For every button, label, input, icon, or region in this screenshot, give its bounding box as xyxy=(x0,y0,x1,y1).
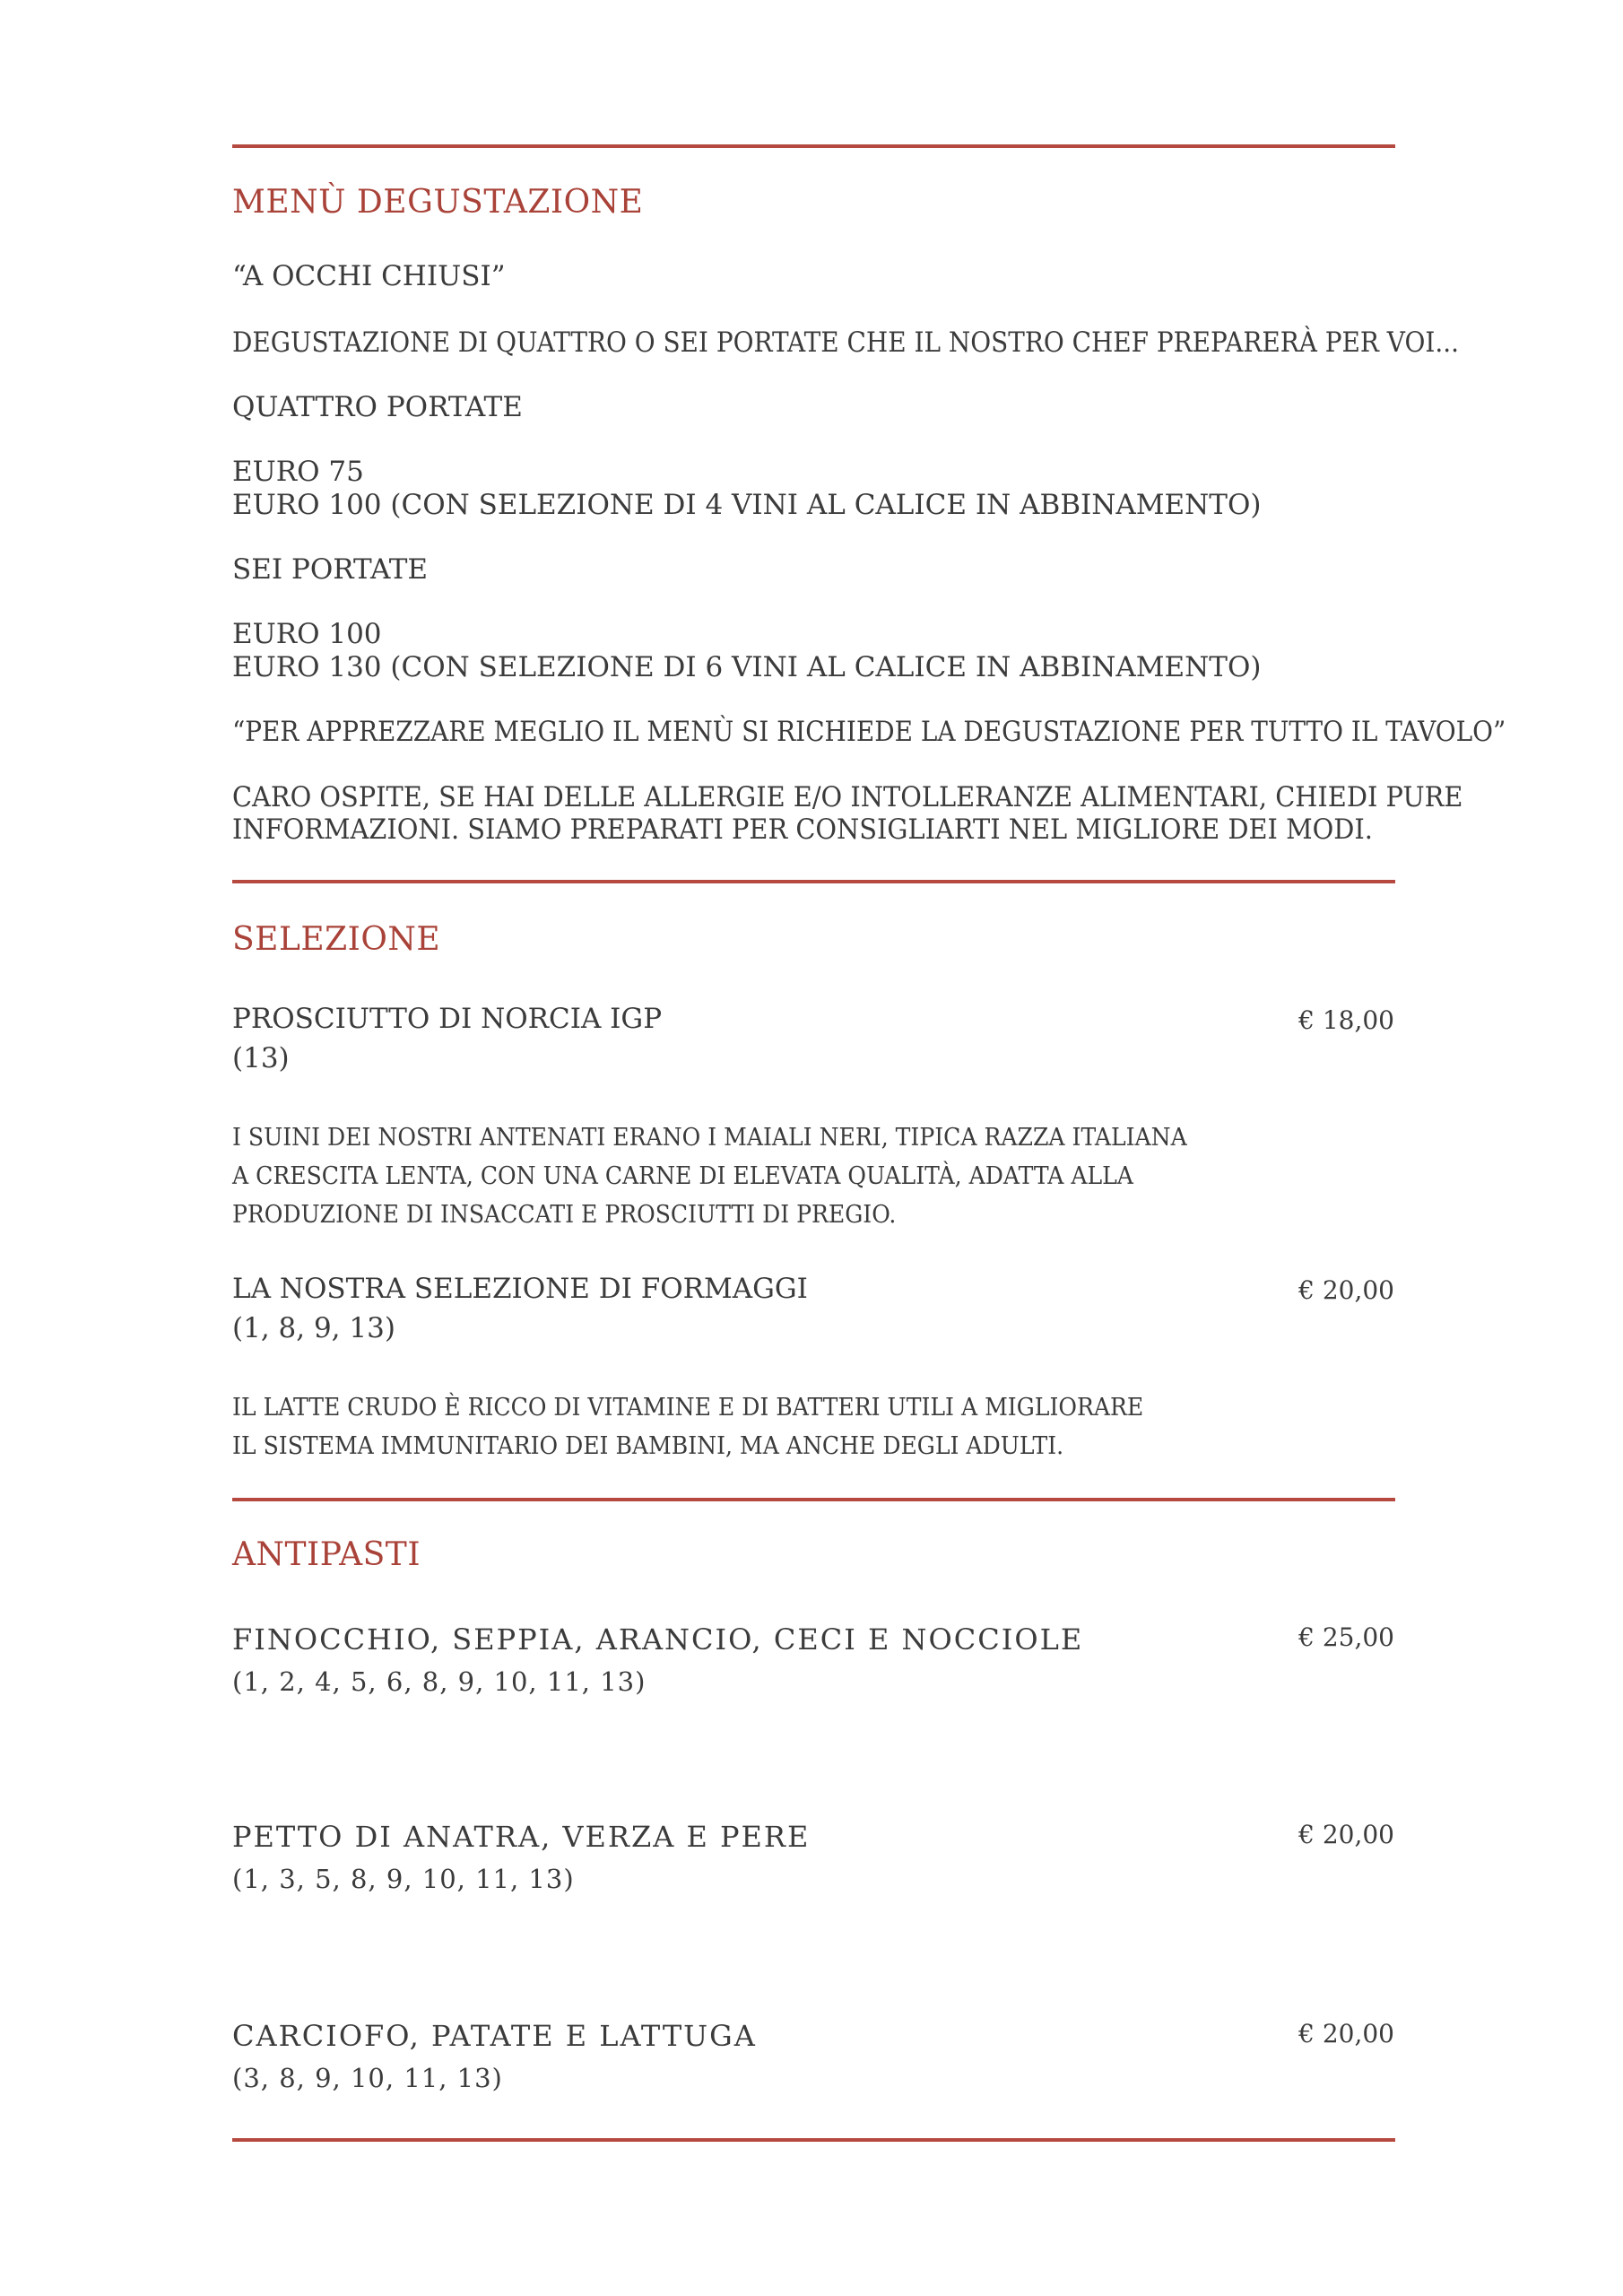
quattro-portate-price: EURO 75 xyxy=(232,456,364,488)
dish-price-anatra: € 20,00 xyxy=(1298,1820,1394,1849)
dish-allergens-carciofo: (3, 8, 9, 10, 11, 13) xyxy=(232,2063,503,2093)
description-line: PRODUZIONE DI INSACCATI E PROSCIUTTI DI PREGIO. xyxy=(232,1201,897,1229)
allergy-info-line1: CARO OSPITE, SE HAI DELLE ALLERGIE E/O INTOLLERANZE ALIMENTARI, CHIEDI PURE xyxy=(232,781,1463,813)
dish-description-formaggi xyxy=(232,1388,1212,1465)
description-line: IL LATTE CRUDO È RICCO DI VITAMINE E DI BATTERI UTILI A MIGLIORARE xyxy=(232,1394,1144,1422)
description-line: I SUINI DEI NOSTRI ANTENATI ERANO I MAIALI NERI, TIPICA RAZZA ITALIANA xyxy=(232,1124,1187,1152)
quattro-portate-price-wine: EURO 100 (CON SELEZIONE DI 4 VINI AL CALICE IN ABBINAMENTO) xyxy=(232,489,1262,521)
divider-after-selezione xyxy=(232,1498,1395,1501)
divider-bottom xyxy=(232,2138,1395,2142)
dish-name-carciofo: CARCIOFO, PATATE E LATTUGA xyxy=(232,2019,757,2053)
sei-portate-label: SEI PORTATE xyxy=(232,553,429,586)
dish-price-finocchio: € 25,00 xyxy=(1298,1622,1394,1652)
dish-price-carciofo: € 20,00 xyxy=(1298,2019,1394,2048)
degustazione-subtitle: “A OCCHI CHIUSI” xyxy=(232,260,506,292)
description-line: IL SISTEMA IMMUNITARIO DEI BAMBINI, MA ANCHE DEGLI ADULTI. xyxy=(232,1432,1064,1460)
divider-after-degustazione xyxy=(232,880,1395,883)
section-title-degustazione: MENÙ DEGUSTAZIONE xyxy=(232,184,644,221)
description-line: A CRESCITA LENTA, CON UNA CARNE DI ELEVATA QUALITÀ, ADATTA ALLA xyxy=(232,1162,1133,1190)
section-title-antipasti: ANTIPASTI xyxy=(232,1536,421,1573)
dish-name-prosciutto: PROSCIUTTO DI NORCIA IGP xyxy=(232,1003,663,1035)
sei-portate-price-wine: EURO 130 (CON SELEZIONE DI 6 VINI AL CALICE IN ABBINAMENTO) xyxy=(232,651,1262,683)
degustazione-intro: DEGUSTAZIONE DI QUATTRO O SEI PORTATE CHE IL NOSTRO CHEF PREPARERÀ PER VOI... xyxy=(232,326,1459,359)
dish-name-finocchio: FINOCCHIO, SEPPIA, ARANCIO, CECI E NOCCIOLE xyxy=(232,1622,1084,1657)
dish-price-formaggi: € 20,00 xyxy=(1298,1275,1394,1305)
sei-portate-price: EURO 100 xyxy=(232,618,382,650)
dish-allergens-finocchio: (1, 2, 4, 5, 6, 8, 9, 10, 11, 13) xyxy=(232,1666,647,1697)
quattro-portate-label: QUATTRO PORTATE xyxy=(232,391,523,423)
dish-price-prosciutto: € 18,00 xyxy=(1298,1005,1394,1035)
dish-description-prosciutto xyxy=(232,1118,1259,1234)
degustazione-note: “PER APPREZZARE MEGLIO IL MENÙ SI RICHIEDE LA DEGUSTAZIONE PER TUTTO IL TAVOLO” xyxy=(232,716,1506,748)
dish-allergens-anatra: (1, 3, 5, 8, 9, 10, 11, 13) xyxy=(232,1864,575,1894)
dish-name-anatra: PETTO DI ANATRA, VERZA E PERE xyxy=(232,1820,811,1854)
allergy-info-line2: INFORMAZIONI. SIAMO PREPARATI PER CONSIGLIARTI NEL MIGLIORE DEI MODI. xyxy=(232,813,1373,846)
section-title-selezione: SELEZIONE xyxy=(232,921,441,958)
dish-allergens-formaggi: (1, 8, 9, 13) xyxy=(232,1312,395,1344)
dish-name-formaggi: LA NOSTRA SELEZIONE DI FORMAGGI xyxy=(232,1273,808,1305)
dish-allergens-prosciutto: (13) xyxy=(232,1042,290,1074)
divider-top xyxy=(232,144,1395,148)
